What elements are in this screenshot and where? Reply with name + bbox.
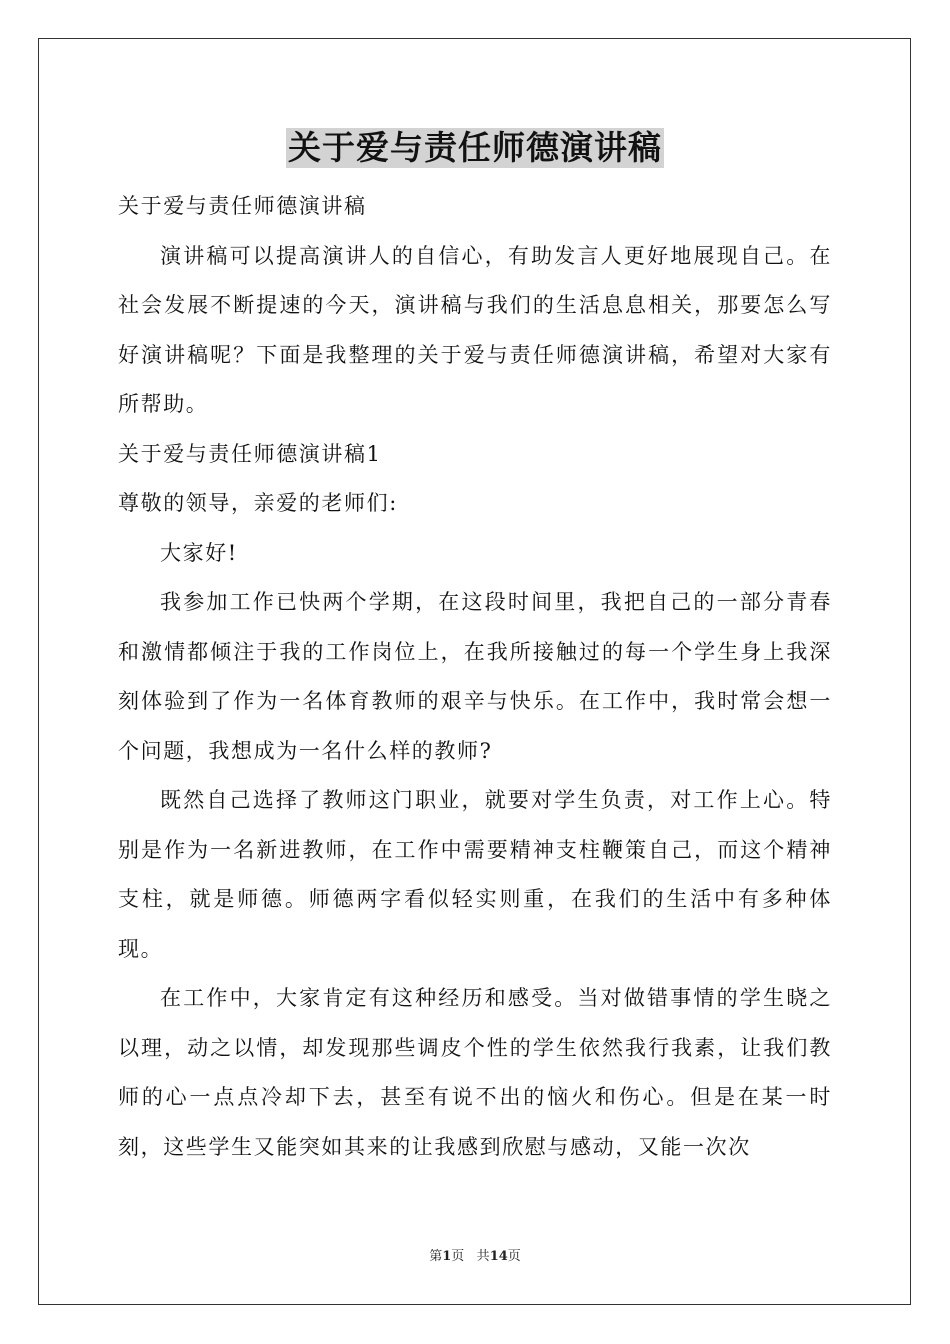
page-prefix: 第: [429, 1249, 443, 1264]
total-pages: 14: [489, 1249, 508, 1264]
total-suffix: 页: [507, 1249, 521, 1264]
document-body: [118, 182, 832, 1172]
paragraph-salutation: 尊敬的领导，亲爱的老师们:: [118, 491, 398, 515]
paragraph-body-2: 既然自己选择了教师这门职业，就要对学生负责，对工作上心。特别是作为一名新进教师，在工作中需要精神支柱鞭策自己，而这个精神支柱，就是师德。师德两字看似轻实则重，在我们的生活中有多种体现。: [118, 788, 832, 961]
title-container: [0, 128, 950, 168]
paragraph-body-3: 在工作中，大家肯定有这种经历和感受。当对做错事情的学生晓之以理，动之以情，却发现那些调皮个性的学生依然我行我素，让我们教师的心一点点冷却下去，甚至有说不出的恼火和伤心。但是在某一时刻，这些学生又能突如其来的让我感到欣慰与感动，又能一次次: [118, 986, 832, 1159]
document-title: 关于爱与责任师德演讲稿: [288, 128, 662, 167]
total-prefix: 共: [476, 1249, 490, 1264]
paragraph-intro: 演讲稿可以提高演讲人的自信心，有助发言人更好地展现自己。在社会发展不断提速的今天，演讲稿与我们的生活息息相关，那要怎么写好演讲稿呢？下面是我整理的关于爱与责任师德演讲稿，希望对大家有所帮助。: [118, 243, 832, 416]
paragraph-subtitle: 关于爱与责任师德演讲稿: [118, 194, 367, 218]
paragraph-greeting: 大家好!: [160, 540, 238, 565]
page-footer: [0, 1245, 950, 1264]
page-suffix: 页: [451, 1249, 465, 1264]
page-number: 1: [442, 1249, 452, 1264]
paragraph-section-heading: 关于爱与责任师德演讲稿1: [118, 441, 382, 466]
paragraph-body-1: 我参加工作已快两个学期，在这段时间里，我把自己的一部分青春和激情都倾注于我的工作岗位上，在我所接触过的每一个学生身上我深刻体验到了作为一名体育教师的艰辛与快乐。在工作中，我时常会想一个问题，我想成为一名什么样的教师?: [118, 590, 832, 763]
